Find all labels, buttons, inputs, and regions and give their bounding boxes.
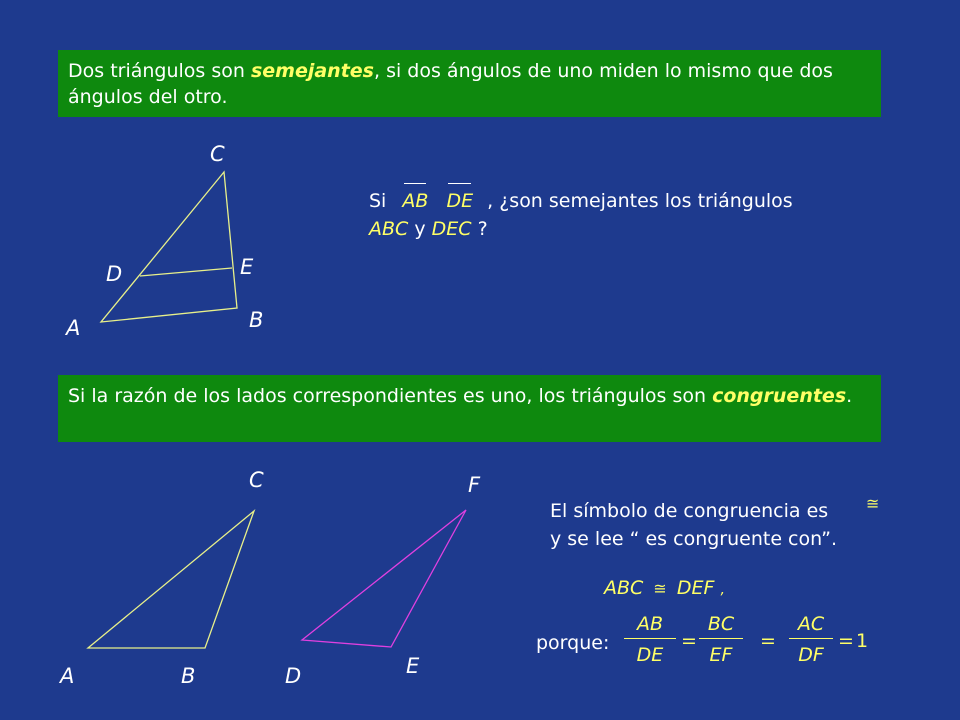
vertex-label-e-2: E [406, 654, 420, 678]
triangle-abc-1 [101, 172, 237, 322]
equals-2: = [760, 630, 776, 652]
triangle-abc-2 [88, 511, 254, 648]
ratio-bc-ef: $\frac{BC}{EF}$ [699, 613, 743, 666]
vertex-label-b-2: B [181, 664, 196, 688]
vertex-label-a-2: A [60, 664, 75, 688]
segment-de-label: DE [446, 190, 474, 212]
question-line-1: Si AB DE , ¿son semejantes los triángulos [369, 190, 793, 212]
equals-1: = [681, 630, 697, 652]
ratio-ab-de: $\frac{AB}{DE}$ [624, 613, 676, 666]
vertex-label-d-2: D [285, 664, 302, 688]
symbol-line-2: y se lee “ es congruente con”. [550, 528, 838, 550]
definition-text-2-end: . [846, 385, 853, 407]
equals-3: = [838, 630, 854, 652]
definition-box-congruent [58, 375, 881, 442]
ratio-value-one: 1 [856, 630, 869, 652]
definition-text: Dos triángulos son [68, 60, 251, 82]
question-line-2: ABC y DEC ? [369, 218, 488, 240]
definition-text-2: Si la razón de los lados correspondientes es uno, los triángulos son [68, 385, 713, 407]
vertex-label-e: E [240, 255, 254, 279]
emphasis-similar: semejantes [250, 60, 374, 82]
vertex-label-d: D [106, 262, 123, 286]
triangle-name-dec: DEC [431, 218, 472, 240]
segment-ab: AB [402, 190, 429, 212]
because-label: porque: [536, 632, 610, 654]
triangle-def [302, 510, 466, 647]
segment-de [140, 268, 232, 276]
vertex-label-c-2: C [249, 468, 264, 492]
vertex-label-c: C [210, 142, 225, 166]
vertex-label-b: B [249, 308, 264, 332]
emphasis-congruent: congruentes [712, 385, 847, 407]
ratio-ac-df: $\frac{AC}{DF}$ [789, 613, 833, 666]
vertex-label-a: A [66, 316, 81, 340]
symbol-line-1: El símbolo de congruencia es [550, 500, 829, 522]
definition-text-end: , si dos ángulos de uno miden lo mismo que dos ángulos del otro. [68, 60, 833, 108]
triangle-name-abc: ABC [369, 218, 409, 240]
congruence-statement: ABC ≅ DEF , [604, 577, 725, 599]
congruence-symbol: ≅ [866, 494, 880, 513]
vertex-label-f: F [468, 473, 481, 497]
